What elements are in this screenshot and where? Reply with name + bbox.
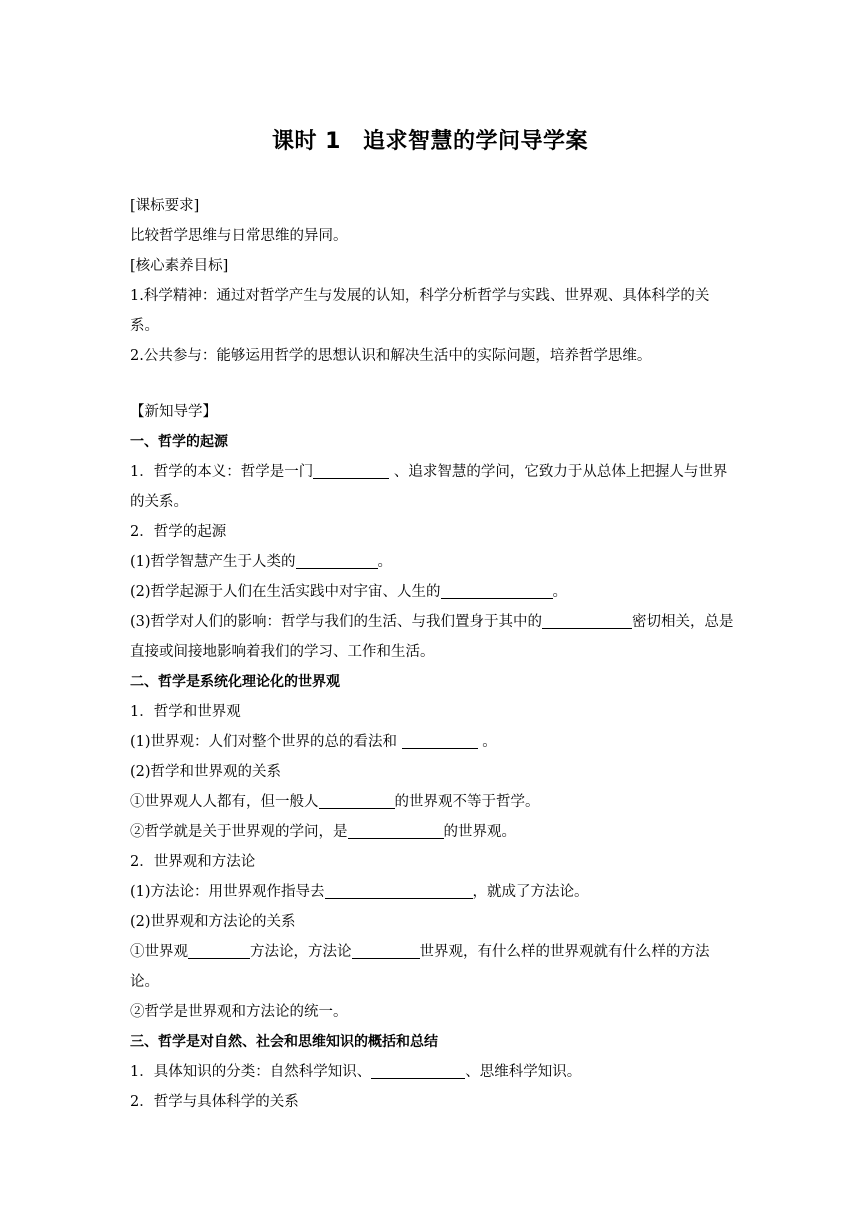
item-text: 1．具体知识的分类：自然科学知识、 [130,1064,372,1080]
item-heading: (2)世界观和方法论的关系 [130,914,296,930]
item-text: (1)世界观：人们对整个世界的总的看法和 [130,734,398,750]
item-text: 的世界观。 [443,824,516,840]
answer-blank[interactable] [542,612,632,629]
item-text: ①世界观人人都有，但一般人 [130,794,319,810]
item-text: 。 [552,584,568,600]
answer-blank[interactable] [352,942,420,959]
fill-in-item [130,577,734,607]
item-text: ②哲学就是关于世界观的学问，是 [130,824,348,840]
item-text: 、思维科学知识。 [465,1064,582,1080]
page-title [0,124,860,155]
section-heading: 三、哲学是对自然、社会和思维知识的概括和总结 [130,1034,438,1050]
section-heading: 二、哲学是系统化理论化的世界观 [130,674,340,690]
curriculum-requirement-heading: [课标要求] [130,198,200,214]
curriculum-requirement-text: 比较哲学思维与日常思维的异同。 [130,228,348,244]
answer-blank[interactable] [441,582,553,599]
title-text: 追求智慧的学问导学案 [362,129,588,154]
fill-in-item [130,817,734,847]
fill-in-item [130,787,734,817]
item-text: (1)方法论：用世界观作指导去 [130,884,325,900]
item-text: 、追求智慧的学问，它致力于从总体上把握人与世界的关系。 [130,464,728,510]
item-text: 1．哲学的本义：哲学是一门 [130,464,314,480]
fill-in-item [130,547,734,577]
section-heading: 一、哲学的起源 [130,434,228,450]
item-heading: 2．世界观和方法论 [130,854,256,870]
answer-blank[interactable] [402,732,478,749]
answer-blank[interactable] [188,942,250,959]
item-text: ①世界观 [130,944,188,960]
answer-blank[interactable] [371,1062,465,1079]
item-text: (3)哲学对人们的影响：哲学与我们的生活、与我们置身于其中的 [130,614,543,630]
item-text: 的世界观不等于哲学。 [394,794,540,810]
fill-in-item [130,937,734,997]
item-text: 。 [482,734,497,750]
core-literacy-item: 1.科学精神：通过对哲学产生与发展的认知，科学分析哲学与实践、世界观、具体科学的关系。 [130,288,710,334]
core-literacy-item: 2.公共参与：能够运用哲学的思想认识和解决生活中的实际问题，培养哲学思维。 [130,348,652,364]
item-text: 方法论，方法论 [250,944,352,960]
fill-in-item [130,877,734,907]
item-text-line: ②哲学是世界观和方法论的统一。 [130,1004,348,1020]
answer-blank[interactable] [313,462,389,479]
fill-in-item [130,727,734,757]
spacer [130,371,734,397]
document-body [130,191,734,1117]
core-literacy-heading: [核心素养目标] [130,258,229,274]
answer-blank[interactable] [319,792,395,809]
item-heading: 1．哲学和世界观 [130,704,241,720]
fill-in-item [130,457,734,517]
answer-blank[interactable] [348,822,444,839]
item-heading: 2．哲学的起源 [130,524,227,540]
item-text: (2)哲学起源于人们在生活实践中对宇宙、人生的 [130,584,441,600]
fill-in-item [130,1057,734,1087]
item-text: 。 [377,554,393,570]
item-text: 世界观，有什么样的世界观就有什么样的方法论。 [130,944,710,990]
new-knowledge-heading: 【新知导学】 [130,404,217,420]
item-heading: (2)哲学和世界观的关系 [130,764,282,780]
answer-blank[interactable] [325,882,473,899]
answer-blank[interactable] [296,552,378,569]
fill-in-item [130,607,734,667]
item-heading: 2．哲学与具体科学的关系 [130,1094,299,1110]
item-text: ，就成了方法论。 [472,884,589,900]
title-lesson-number: 课时 1 [272,129,341,154]
item-text: 密切相关，总是直接或间接地影响着我们的学习、工作和生活。 [130,614,734,660]
item-text: (1)哲学智慧产生于人类的 [130,554,296,570]
